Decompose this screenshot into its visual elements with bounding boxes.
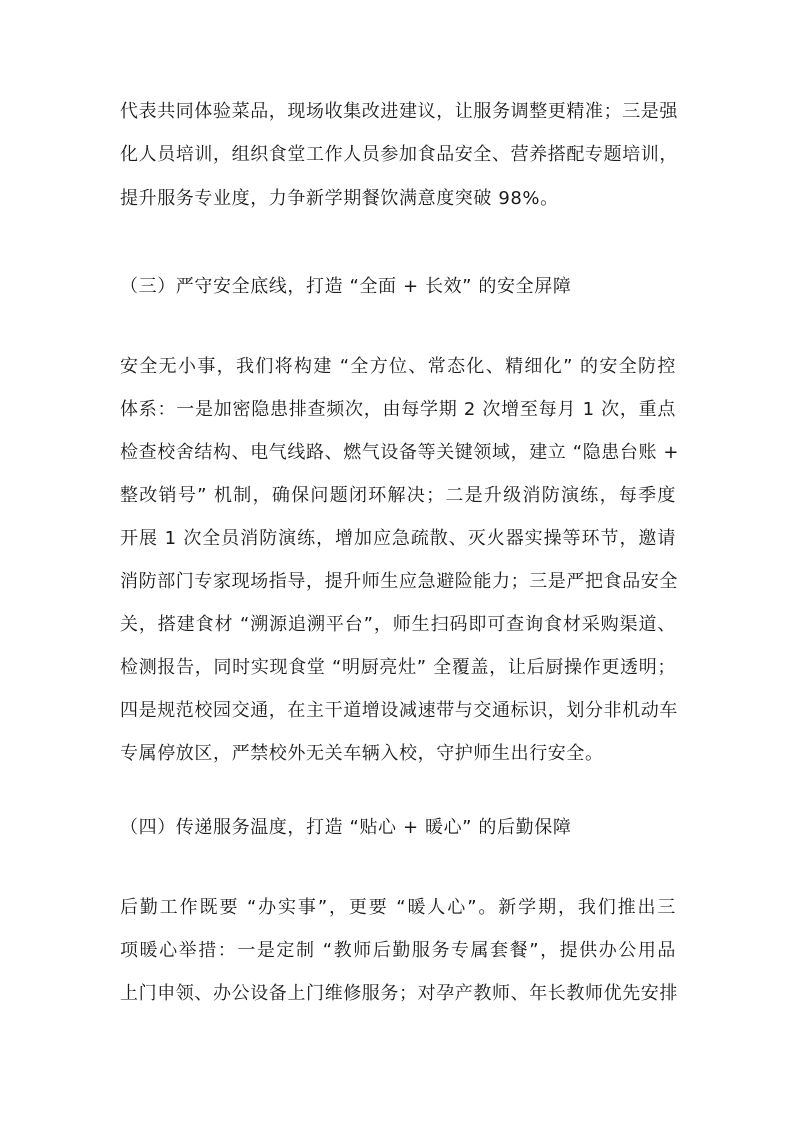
paragraph-2-line-4: 整改销号” 机制，确保问题闭环解决；二是升级消防演练，每季度 (120, 485, 676, 506)
paragraph-2-line-10: 专属停放区，严禁校外无关车辆入校，守护师生出行安全。 (120, 743, 604, 764)
paragraph-1-line-1: 代表共同体验菜品，现场收集改进建议，让服务调整更精准；三是强 (120, 101, 678, 122)
paragraph-2-line-5: 开展 1 次全员消防演练，增加应急疏散、灭火器实操等环节，邀请 (120, 528, 676, 549)
paragraph-3-line-3: 上门申领、办公设备上门维修服务；对孕产教师、年长教师优先安排 (120, 983, 678, 1004)
paragraph-1-line-3: 提升服务专业度，力争新学期餐饮满意度突破 98%。 (120, 188, 559, 209)
paragraph-3-line-1: 后勤工作既要 “办实事”，更要 “暖人心”。新学期，我们推出三 (120, 897, 676, 918)
paragraph-2-line-6: 消防部门专家现场指导，提升师生应急避险能力；三是严把食品安全 (120, 571, 678, 592)
paragraph-2-line-7: 关，搭建食材 “溯源追溯平台”，师生扫码即可查询食材采购渠道、 (120, 614, 676, 635)
paragraph-1-line-2: 化人员培训，组织食堂工作人员参加食品安全、营养搭配专题培训， (120, 144, 678, 165)
paragraph-3-line-2: 项暖心举措：一是定制 “教师后勤服务专属套餐”，提供办公用品 (120, 940, 676, 961)
paragraph-2-line-3: 检查校舍结构、电气线路、燃气设备等关键领域，建立 “隐患台账 + (120, 442, 680, 463)
paragraph-2-line-8: 检测报告，同时实现食堂 “明厨亮灶” 全覆盖，让后厨操作更透明； (120, 657, 676, 678)
section-heading-4: （四）传递服务温度，打造 “贴心 + 暖心” 的后勤保障 (120, 817, 572, 838)
paragraph-2-line-1: 安全无小事，我们将构建 “全方位、常态化、精细化” 的安全防控 (120, 356, 676, 377)
paragraph-2-line-2: 体系：一是加密隐患排查频次，由每学期 2 次增至每月 1 次，重点 (120, 399, 676, 420)
paragraph-2-line-9: 四是规范校园交通，在主干道增设减速带与交通标识，划分非机动车 (120, 700, 678, 721)
section-heading-3: （三）严守安全底线，打造 “全面 + 长效” 的安全屏障 (120, 276, 572, 297)
